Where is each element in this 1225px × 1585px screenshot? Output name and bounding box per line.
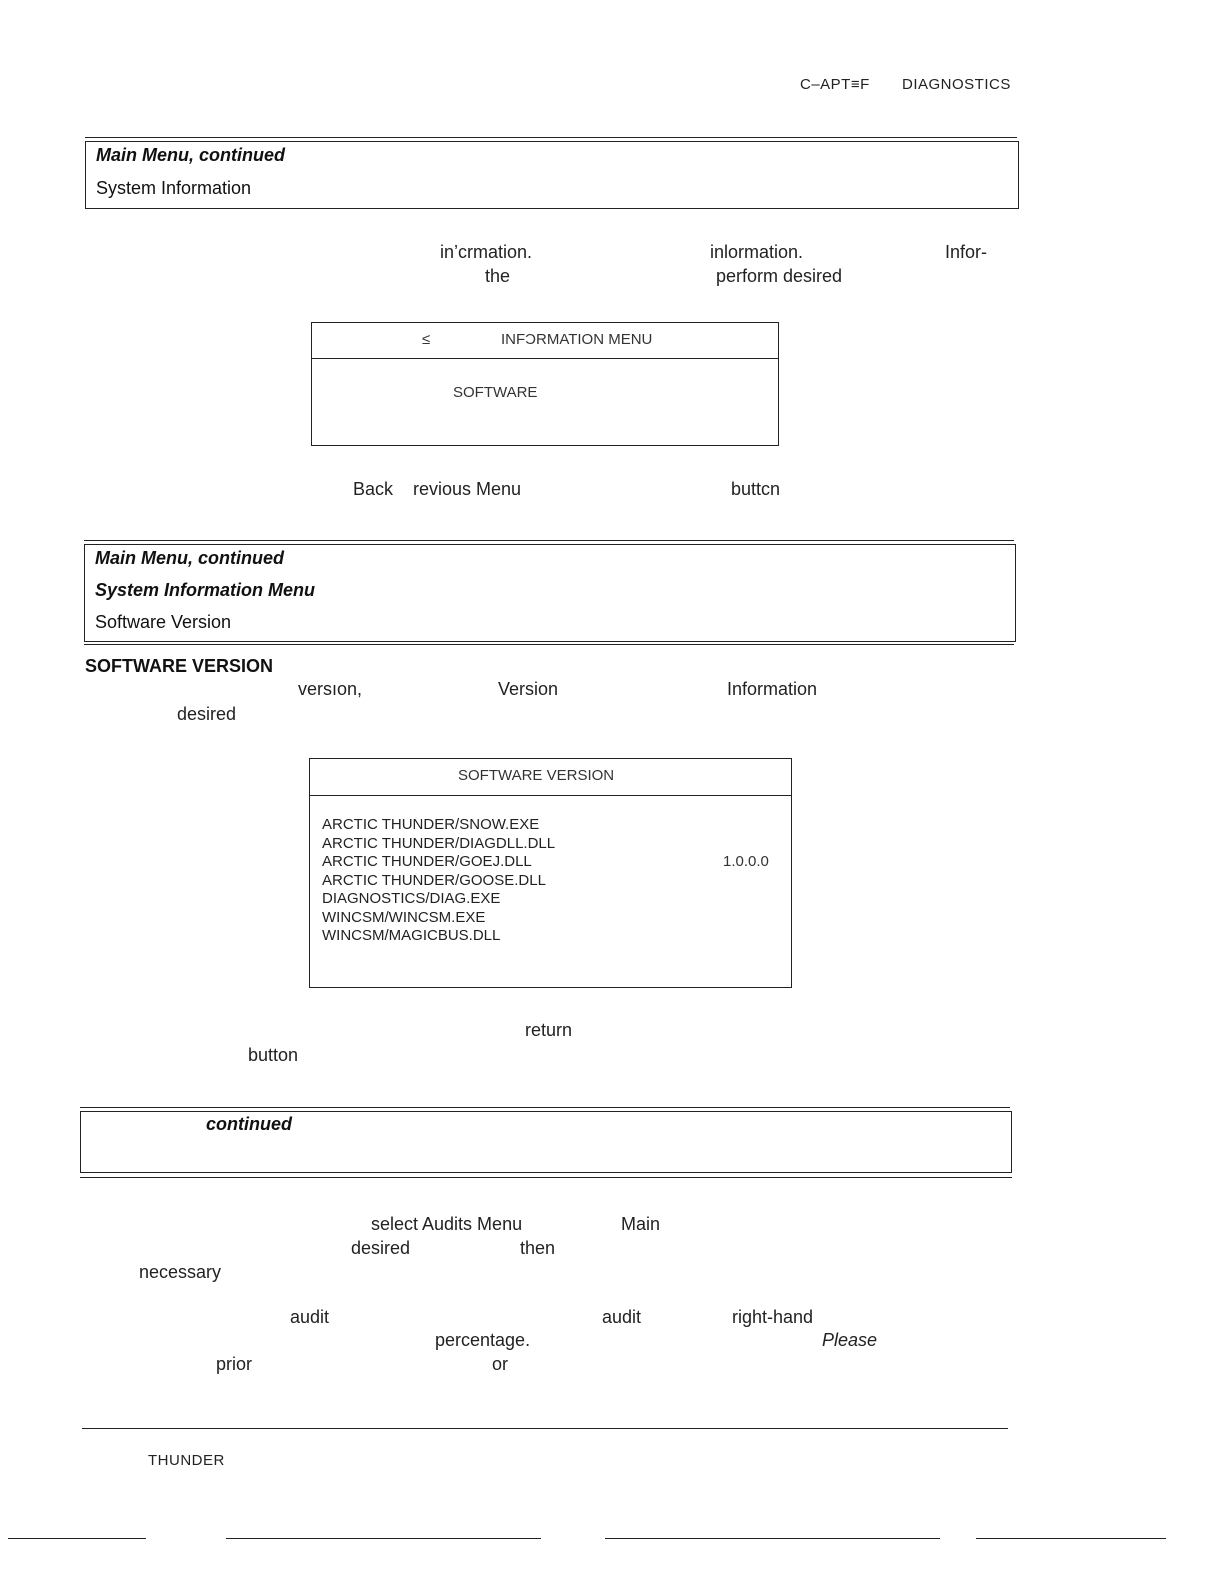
scan-artifact-line: [605, 1538, 940, 1539]
section3-title: continued: [206, 1114, 292, 1134]
section2-subtitle: System Information Menu: [95, 580, 316, 600]
software-file: WINCSM/MAGICBUS.DLL: [322, 927, 501, 944]
text-fragment: Main: [621, 1214, 661, 1234]
software-version-heading: SOFTWARE VERSION: [85, 656, 274, 676]
section2-bottom-rule: [84, 644, 1014, 645]
text-fragment: desired: [351, 1238, 411, 1258]
text-fragment: right-hand: [732, 1307, 814, 1327]
section3-bottom-rule: [80, 1177, 1012, 1178]
screen-title-separator: [312, 358, 778, 359]
text-fragment: revious Menu: [413, 479, 522, 499]
screen-title-separator: [310, 795, 791, 796]
text-fragment: Please: [822, 1330, 878, 1350]
text-fragment: select Audits Menu: [371, 1214, 523, 1234]
software-file: ARCTIC THUNDER/GOOSE.DLL: [322, 871, 546, 889]
text-fragment: Information: [727, 679, 818, 699]
text-fragment: in’crmation.: [440, 242, 533, 262]
footer-title: THUNDER: [148, 1452, 225, 1469]
screen-title-prefix: ≤: [422, 331, 431, 348]
text-fragment: percentage.: [435, 1330, 531, 1350]
section3-top-rule: [80, 1107, 1010, 1108]
scan-artifact-line: [8, 1538, 146, 1539]
scan-artifact-line: [226, 1538, 541, 1539]
text-fragment: Version: [498, 679, 559, 699]
section2-box: [84, 544, 1016, 642]
section2-title: Main Menu, continued: [95, 548, 284, 568]
text-fragment: perform desired: [716, 266, 843, 286]
text-fragment: the: [485, 266, 511, 286]
menu-item-software[interactable]: SOFTWARE: [453, 384, 538, 401]
section3-box: [80, 1111, 1012, 1173]
software-file: ARCTIC THUNDER/GOEJ.DLL: [322, 853, 532, 870]
software-file: DIAGNOSTICS/DIAG.EXE: [322, 890, 501, 907]
text-fragment: Back: [353, 479, 394, 499]
software-file: WINCSM/WINCSM.EXE: [322, 908, 486, 926]
text-fragment: necessary: [139, 1262, 222, 1282]
section2-top-rule: [84, 540, 1014, 541]
text-fragment: desired: [177, 704, 237, 724]
section1-top-rule: [85, 137, 1017, 138]
text-fragment: or: [492, 1354, 509, 1374]
text-fragment: Infor-: [945, 242, 988, 262]
text-fragment: inlormation.: [710, 242, 804, 262]
software-file-list: [322, 816, 555, 946]
text-fragment: audit: [602, 1307, 642, 1327]
screen-title: INFƆRMATION MENU: [501, 331, 653, 348]
section1-title: Main Menu, continued: [96, 145, 285, 165]
text-fragment: button: [248, 1045, 299, 1065]
text-fragment: versıon,: [298, 679, 363, 699]
text-fragment: buttcn: [731, 479, 781, 499]
text-fragment: audit: [290, 1307, 330, 1327]
screen-title: SOFTWARE VERSION: [458, 767, 615, 784]
section1-subtitle: System Information: [96, 178, 252, 198]
section2-subsubtitle: Software Version: [95, 612, 232, 632]
section1-box: [85, 141, 1019, 209]
text-fragment: then: [520, 1238, 556, 1258]
scan-artifact-line: [976, 1538, 1166, 1539]
software-file: ARCTIC THUNDER/SNOW.EXE: [322, 816, 540, 833]
software-version-number: 1.0.0.0: [723, 853, 769, 870]
footer-rule: [82, 1428, 1008, 1429]
section-label: DIAGNOSTICS: [902, 76, 1011, 93]
system-information-menu-screen: [311, 322, 779, 446]
text-fragment: return: [525, 1020, 573, 1040]
text-fragment: prior: [216, 1354, 253, 1374]
software-version-screen: [309, 758, 792, 988]
software-file: ARCTIC THUNDER/DIAGDLL.DLL: [322, 834, 556, 852]
chapter-label: C–APT≡F: [800, 76, 870, 93]
